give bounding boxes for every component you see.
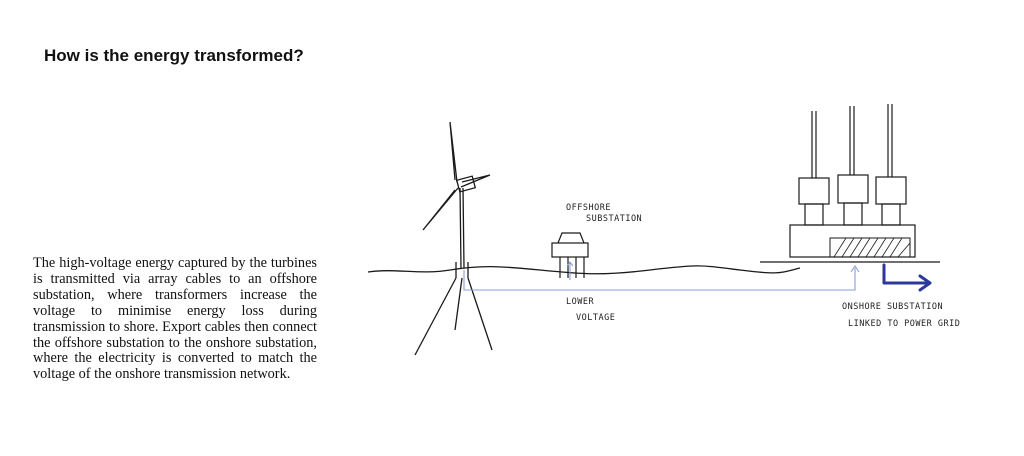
onshore-label-line1: ONSHORE SUBSTATION (842, 302, 944, 312)
description-paragraph: The high-voltage energy captured by the turbines is transmitted via array cables to an offshore substation, where transformers increase the voltage to minimise energy loss during transmission to shore. Export cables then connect the offshore substation to the onshore substation, where the electricity is converted to match the voltage of the onshore transmission network. (33, 255, 317, 383)
wind-turbine (415, 122, 492, 355)
lower-voltage-label-line1: LOWER (566, 297, 595, 307)
onshore-label-line2: LINKED TO POWER GRID (848, 319, 961, 329)
offshore-label-line1: OFFSHORE (566, 203, 611, 213)
export-cable (464, 268, 855, 290)
cable-up-arrow (567, 262, 859, 280)
grid-arrow-icon (884, 265, 930, 290)
energy-transmission-sketch (355, 95, 995, 365)
page-title: How is the energy transformed? (44, 46, 304, 65)
lower-voltage-label-line2: VOLTAGE (576, 313, 616, 323)
onshore-substation (790, 104, 915, 257)
offshore-label-line2: SUBSTATION (586, 214, 643, 224)
